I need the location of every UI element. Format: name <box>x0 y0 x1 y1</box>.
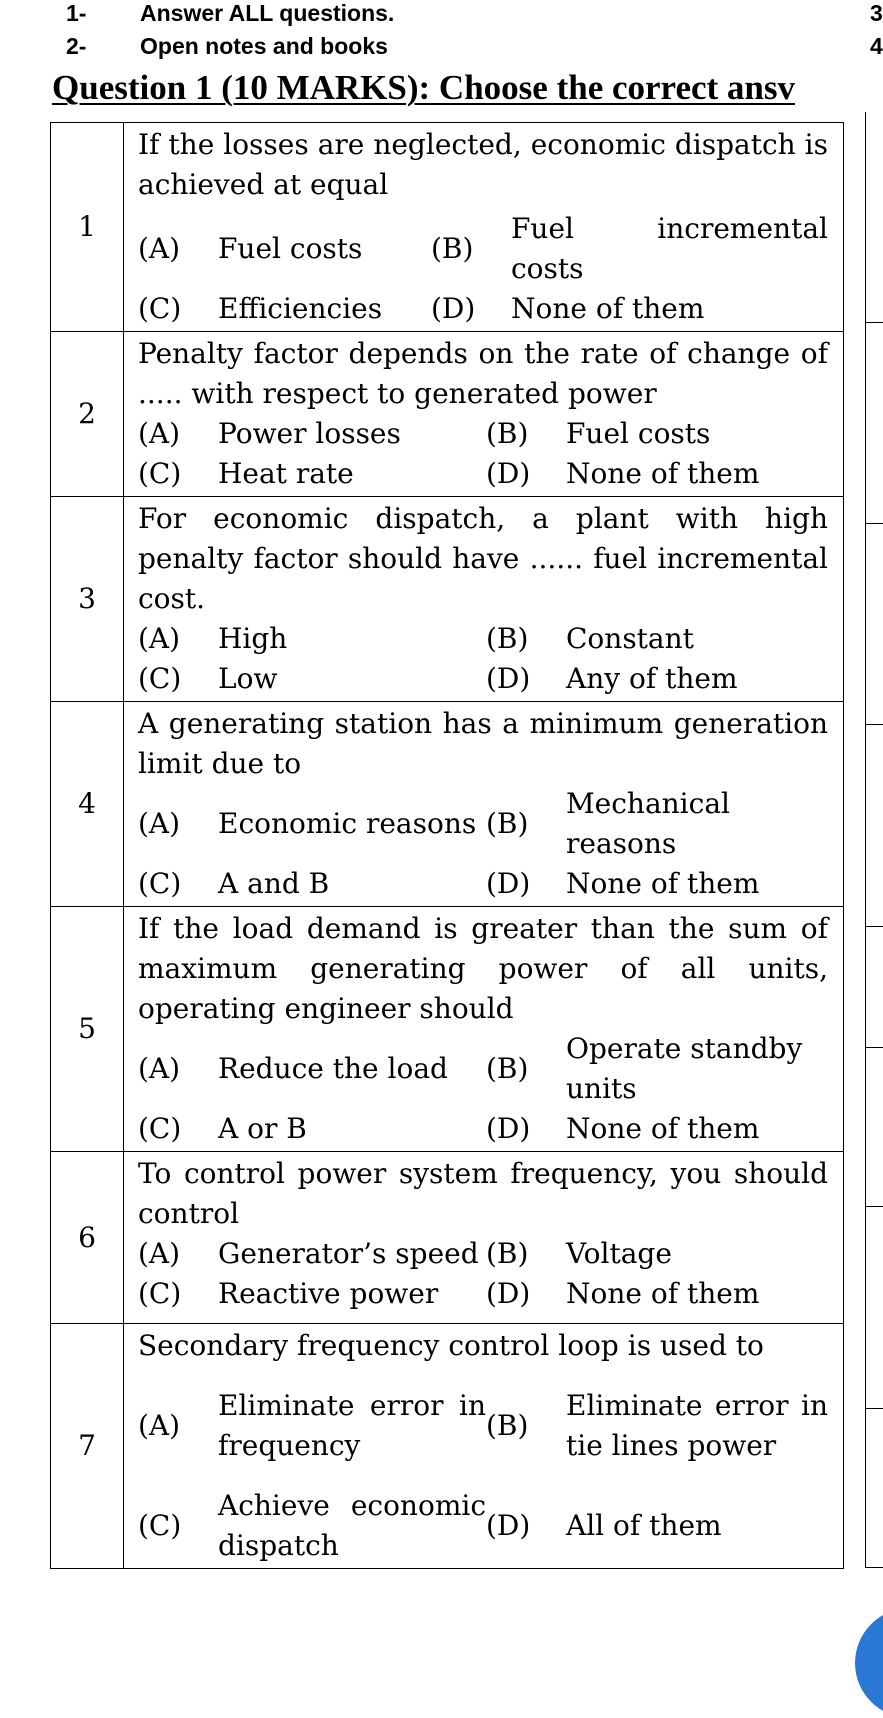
question-body <box>124 332 844 497</box>
question-body <box>124 123 844 332</box>
option-letter: (B) <box>486 1237 529 1270</box>
table-row <box>51 1152 844 1324</box>
option-text: Eliminate error in frequency <box>218 1389 486 1462</box>
adjacent-column-border <box>865 112 866 1568</box>
option-text: None of them <box>566 1112 760 1145</box>
option-letter: (C) <box>138 1509 182 1542</box>
options-row <box>138 1029 828 1109</box>
option-letter: (B) <box>486 622 529 655</box>
options-row <box>138 289 828 329</box>
question-stem: Secondary frequency control loop is used to <box>138 1329 764 1362</box>
table-row <box>51 702 844 907</box>
question-stem: If the load demand is greater than the sum of maximum generating power of all units, operating engineer should <box>138 912 828 1025</box>
option-text: None of them <box>566 457 760 490</box>
adjacent-row-divider <box>865 926 883 927</box>
instruction-edge-number: 4 <box>870 33 883 59</box>
options-row <box>138 1234 828 1274</box>
options-row <box>138 454 828 494</box>
option-letter: (A) <box>138 622 181 655</box>
option-letter: (A) <box>138 1052 181 1085</box>
questions-table <box>50 122 844 1569</box>
option-letter: (A) <box>138 807 181 840</box>
options-row <box>138 414 828 454</box>
option-letter: (D) <box>486 867 531 900</box>
instruction-text: Open notes and books <box>140 33 388 59</box>
option-text: Efficiencies <box>218 292 383 325</box>
question-number: 6 <box>51 1152 124 1324</box>
option-text: Heat rate <box>218 457 354 490</box>
option-text: None of them <box>566 867 760 900</box>
options-row <box>138 619 828 659</box>
option-text: Power losses <box>218 417 401 450</box>
option-text: A or B <box>218 1112 307 1145</box>
question-body <box>124 1152 844 1324</box>
option-text: Operate standby units <box>566 1032 803 1105</box>
option-text: Fuel costs <box>218 232 363 265</box>
adjacent-row-divider <box>865 1408 883 1409</box>
option-letter: (D) <box>486 457 531 490</box>
option-text: Mechanical reasons <box>566 787 730 860</box>
question-body <box>124 1324 844 1569</box>
options-row <box>138 209 828 289</box>
option-letter: (C) <box>138 457 182 490</box>
option-letter: (D) <box>486 1277 531 1310</box>
option-letter: (D) <box>486 1112 531 1145</box>
question-stem: To control power system frequency, you should control <box>138 1157 828 1230</box>
option-text: Generator’s speed <box>218 1237 479 1270</box>
option-letter: (C) <box>138 1112 182 1145</box>
instruction-number: 1- <box>66 0 87 26</box>
option-text: Fuel costs <box>566 417 711 450</box>
adjacent-row-divider <box>865 523 883 524</box>
option-letter: (D) <box>431 292 476 325</box>
question-number: 4 <box>51 702 124 907</box>
option-letter: (A) <box>138 417 181 450</box>
options-row <box>138 1366 828 1486</box>
adjacent-row-divider <box>865 1567 883 1568</box>
instruction-number: 2- <box>66 33 87 59</box>
option-letter: (B) <box>486 1052 529 1085</box>
question-stem: A generating station has a minimum generation limit due to <box>138 707 828 780</box>
question-body <box>124 702 844 907</box>
option-letter: (C) <box>138 292 182 325</box>
adjacent-row-divider <box>865 322 883 323</box>
option-text: Eliminate error in tie lines power <box>566 1389 828 1462</box>
question-body <box>124 907 844 1152</box>
options-row <box>138 1109 828 1149</box>
instruction-edge-number: 3 <box>870 0 883 26</box>
question-stem: Penalty factor depends on the rate of change of ..... with respect to generated power <box>138 337 828 410</box>
question-number: 5 <box>51 907 124 1152</box>
option-text: Achieve economic dispatch <box>218 1489 486 1562</box>
option-letter: (C) <box>138 1277 182 1310</box>
instruction-text: Answer ALL questions. <box>140 0 395 26</box>
question-number: 1 <box>51 123 124 332</box>
question-stem: For economic dispatch, a plant with high penalty factor should have ...... fuel incremental cost. <box>138 502 828 615</box>
question-number: 2 <box>51 332 124 497</box>
option-text: All of them <box>566 1509 722 1542</box>
option-text: Fuel incremental costs <box>511 212 828 285</box>
option-text: Voltage <box>566 1237 672 1270</box>
adjacent-row-divider <box>865 724 883 725</box>
table-row <box>51 497 844 702</box>
option-letter: (A) <box>138 1409 181 1442</box>
option-text: A and B <box>218 867 330 900</box>
option-letter: (B) <box>486 417 529 450</box>
option-text: Any of them <box>566 662 738 695</box>
option-text: High <box>218 622 288 655</box>
question-title: Question 1 (10 MARKS): Choose the correct ansv <box>52 68 796 107</box>
table-row <box>51 1324 844 1569</box>
option-letter: (C) <box>138 867 182 900</box>
option-letter: (B) <box>486 1409 529 1442</box>
option-text: Economic reasons <box>218 807 477 840</box>
question-stem: If the losses are neglected, economic dispatch is achieved at equal <box>138 128 828 201</box>
table-row <box>51 123 844 332</box>
option-text: Reduce the load <box>218 1052 448 1085</box>
option-text: None of them <box>566 1277 760 1310</box>
option-letter: (A) <box>138 232 181 265</box>
question-number: 7 <box>51 1324 124 1569</box>
option-letter: (B) <box>431 232 474 265</box>
adjacent-row-divider <box>865 1206 883 1207</box>
option-text: Reactive power <box>218 1277 439 1310</box>
options-row <box>138 659 828 699</box>
options-row <box>138 784 828 864</box>
question-number: 3 <box>51 497 124 702</box>
option-letter: (D) <box>486 1509 531 1542</box>
option-letter: (B) <box>486 807 529 840</box>
option-letter: (D) <box>486 662 531 695</box>
table-row <box>51 332 844 497</box>
table-row <box>51 907 844 1152</box>
option-letter: (C) <box>138 662 182 695</box>
option-letter: (A) <box>138 1237 181 1270</box>
options-row <box>138 1274 828 1314</box>
options-row <box>138 1486 828 1566</box>
option-text: Constant <box>566 622 694 655</box>
option-text: Low <box>218 662 278 695</box>
adjacent-row-divider <box>865 1047 883 1048</box>
question-body <box>124 497 844 702</box>
options-row <box>138 864 828 904</box>
option-text: None of them <box>511 292 705 325</box>
